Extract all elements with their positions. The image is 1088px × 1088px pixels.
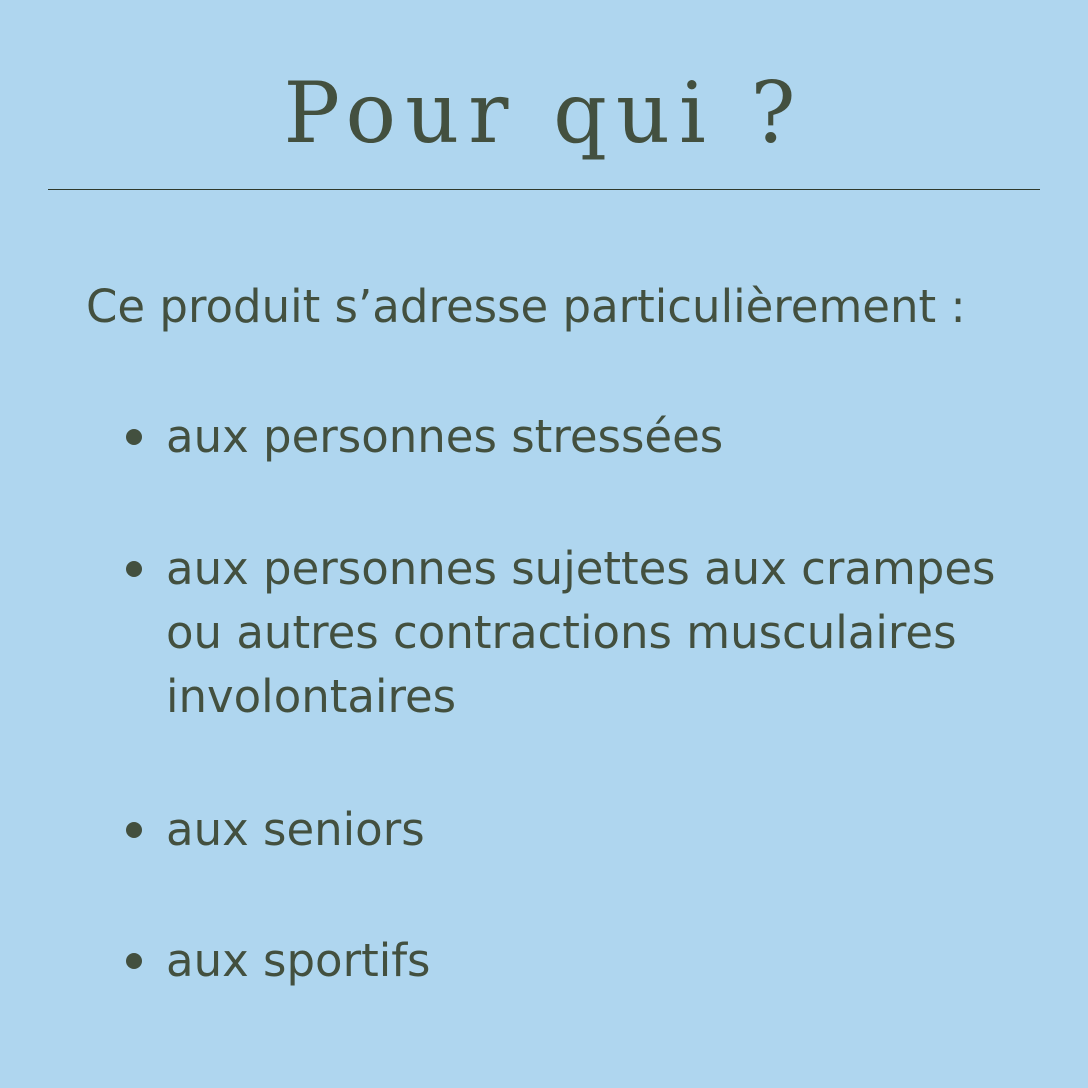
- bullet-icon: [126, 561, 142, 577]
- bullet-icon: [126, 953, 142, 969]
- list-item: [120, 537, 1040, 729]
- intro-text: Ce produit s’adresse particulièrement :: [86, 280, 966, 333]
- title-divider: [48, 189, 1040, 190]
- list-item: [120, 405, 1040, 469]
- bullet-icon: [126, 822, 142, 838]
- list-item-text: aux personnes sujettes aux crampes ou autres contractions musculaires involontaires: [166, 542, 996, 723]
- list-item: [120, 798, 1040, 862]
- list-item-text: aux seniors: [166, 803, 425, 856]
- list-item-text: aux sportifs: [166, 934, 431, 987]
- page-title: Pour qui ?: [283, 64, 805, 162]
- list-item-text: aux personnes stressées: [166, 410, 724, 463]
- list-item: [120, 929, 1040, 993]
- bullet-icon: [126, 429, 142, 445]
